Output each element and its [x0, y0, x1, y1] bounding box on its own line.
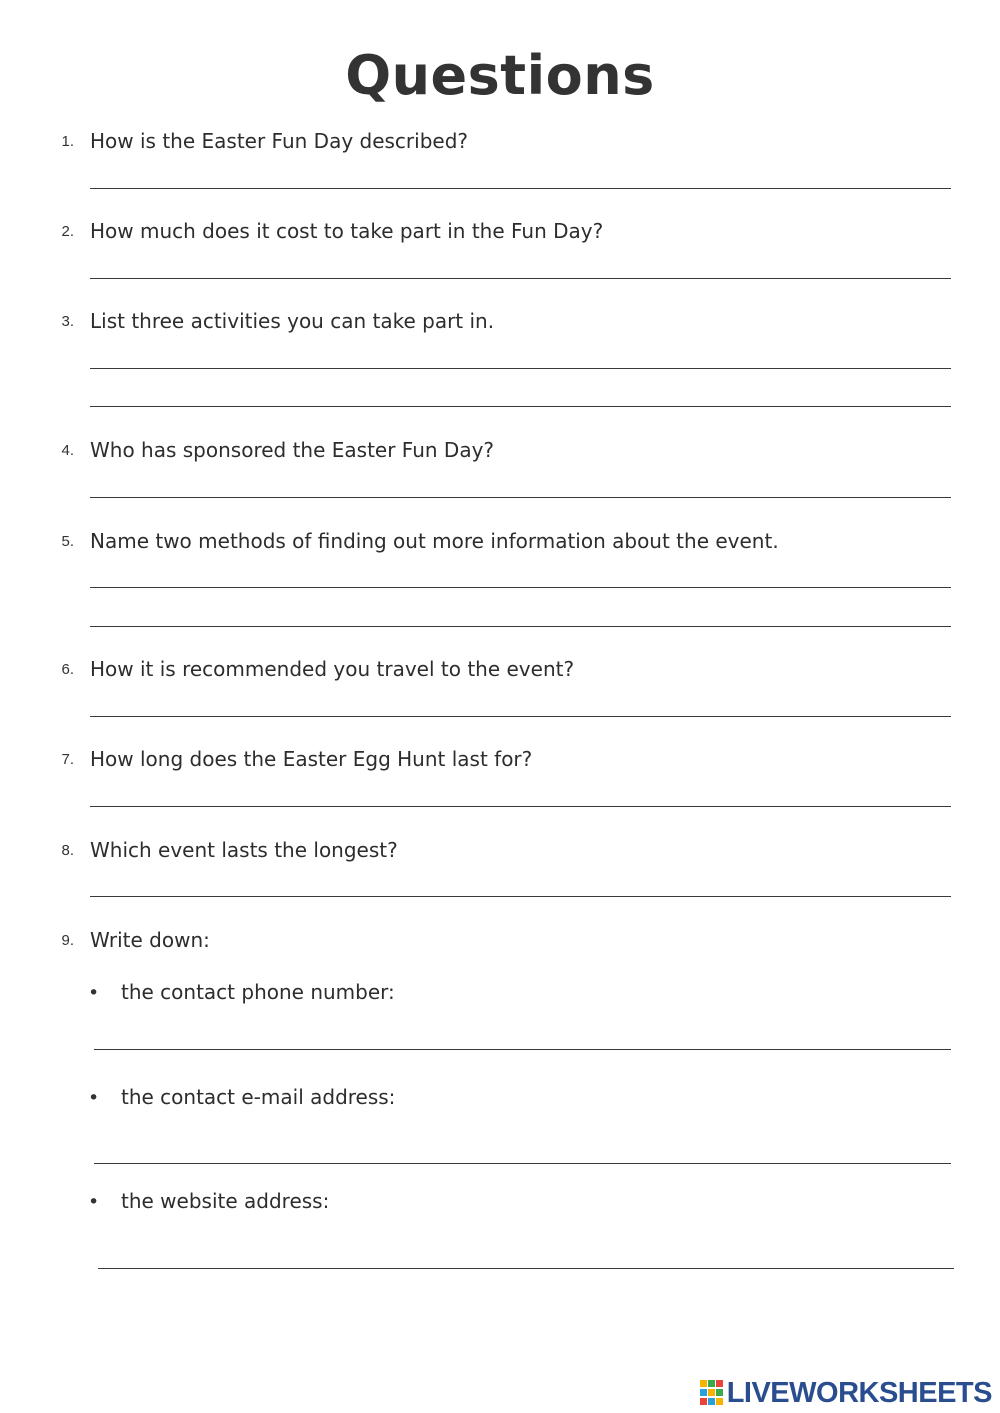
brand-logo	[699, 1377, 992, 1409]
question-number: 7.	[61, 751, 74, 768]
question-text: Write down:	[90, 928, 210, 952]
question-text: How long does the Easter Egg Hunt last for?	[90, 747, 533, 771]
question-text: List three activities you can take part in.	[90, 309, 495, 333]
question-number: 5.	[61, 533, 74, 550]
brand-name: LIVEWORKSHEETS	[726, 1376, 992, 1409]
question-text: Name two methods of finding out more information about the event.	[90, 529, 779, 553]
sub-item-text: the website address:	[121, 1189, 330, 1213]
answer-line[interactable]	[94, 1163, 951, 1164]
answer-line[interactable]	[90, 406, 951, 407]
question-text: Who has sponsored the Easter Fun Day?	[90, 438, 495, 462]
question-text: How is the Easter Fun Day described?	[90, 129, 469, 153]
sub-item-text: the contact phone number:	[121, 980, 395, 1004]
question-text: Which event lasts the longest?	[90, 838, 398, 862]
question-number: 2.	[61, 223, 74, 240]
answer-line[interactable]	[90, 587, 951, 588]
answer-line[interactable]	[90, 626, 951, 627]
answer-line[interactable]	[90, 896, 951, 897]
answer-line[interactable]	[90, 278, 951, 279]
answer-line[interactable]	[90, 368, 951, 369]
question-number: 9.	[61, 932, 74, 949]
bullet-icon: •	[88, 1191, 100, 1213]
answer-line[interactable]	[90, 188, 951, 189]
question-number: 1.	[61, 133, 74, 150]
page-title: Questions	[345, 44, 655, 107]
question-number: 4.	[61, 442, 74, 459]
liveworksheets-logo-icon	[699, 1379, 725, 1407]
question-number: 6.	[61, 661, 74, 678]
bullet-icon: •	[88, 982, 100, 1004]
answer-line[interactable]	[90, 806, 951, 807]
question-text: How much does it cost to take part in the Fun Day?	[90, 219, 604, 243]
bullet-icon: •	[88, 1087, 100, 1109]
answer-line[interactable]	[98, 1268, 954, 1269]
question-number: 3.	[61, 313, 74, 330]
question-text: How it is recommended you travel to the event?	[90, 657, 575, 681]
answer-line[interactable]	[90, 716, 951, 717]
answer-line[interactable]	[90, 497, 951, 498]
question-number: 8.	[61, 842, 74, 859]
answer-line[interactable]	[94, 1049, 951, 1050]
sub-item-text: the contact e-mail address:	[121, 1085, 396, 1109]
